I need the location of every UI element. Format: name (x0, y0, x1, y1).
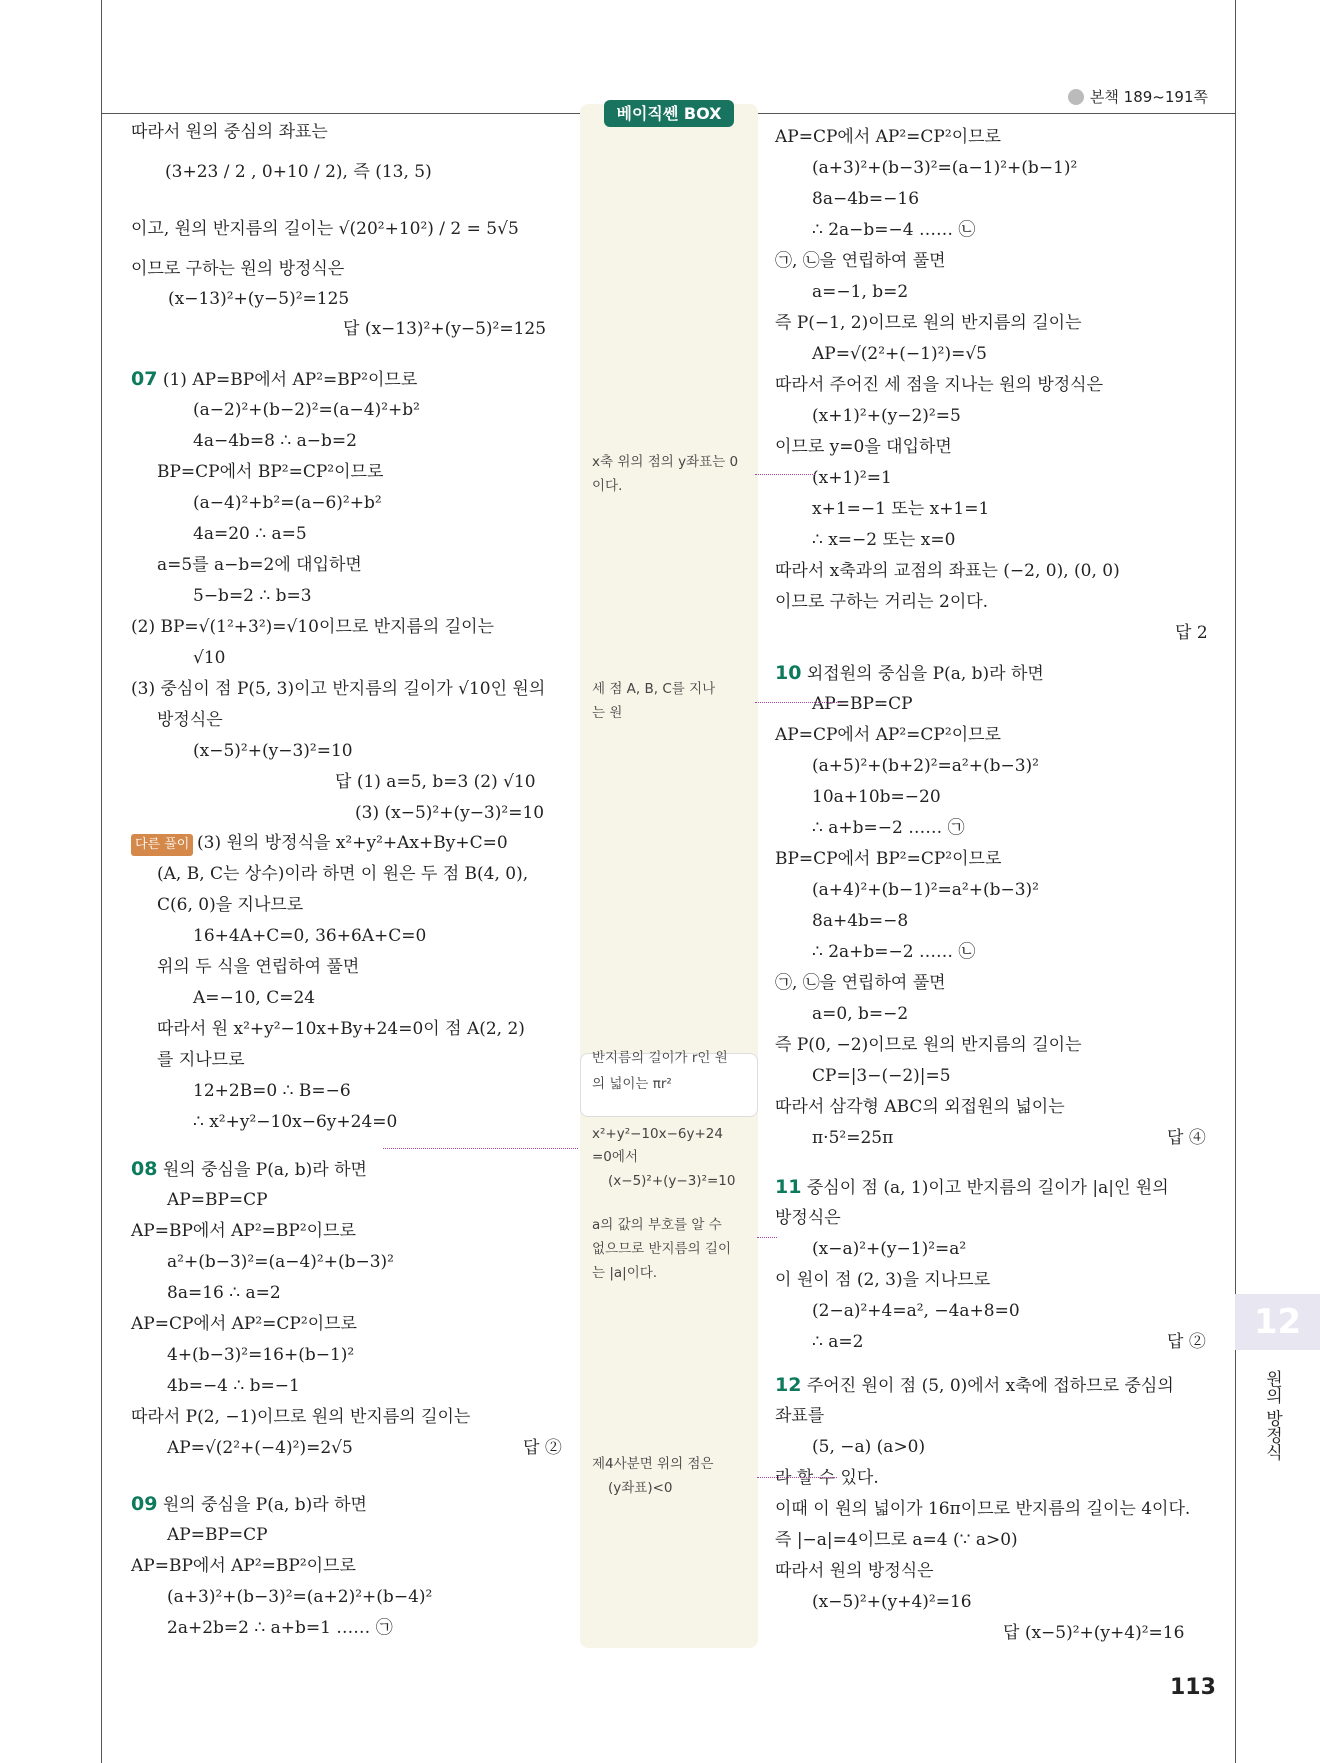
notes-line: 는 원 (592, 705, 623, 721)
right-line: 따라서 원의 방정식은 (775, 1561, 934, 1581)
notes-line: x²+y²−10x−6y+24 (592, 1126, 723, 1142)
notes-line: =0에서 (592, 1149, 638, 1165)
right-line: 따라서 삼각형 ABC의 외접원의 넓이는 (775, 1097, 1065, 1117)
problem-number: 12 (775, 1374, 802, 1396)
basic-box-column (580, 104, 758, 1648)
notes-line: 제4사분면 위의 점은 (592, 1456, 714, 1472)
left-line: 따라서 원의 중심의 좌표는 (131, 122, 328, 142)
left-line: √10 (193, 648, 226, 668)
right-line: 8a−4b=−16 (812, 189, 920, 209)
notes-line: 이다. (592, 478, 623, 494)
connector-line (757, 1237, 777, 1238)
problem-number: 08 (131, 1158, 158, 1180)
left-line: a²+(b−3)²=(a−4)²+(b−3)² (167, 1252, 395, 1272)
right-line: 라 할 수 있다. (775, 1468, 879, 1488)
right-line: 11 중심이 점 (a, 1)이고 반지름의 길이가 |a|인 원의 (775, 1176, 1169, 1198)
right-line: 8a+4b=−8 (812, 911, 909, 931)
right-line: BP=CP에서 BP²=CP²이므로 (775, 849, 1002, 869)
left-line: AP=CP에서 AP²=CP²이므로 (131, 1314, 357, 1334)
right-line: 답 ④ (1167, 1128, 1206, 1148)
book-reference (1068, 86, 1208, 107)
right-line: 답 ② (1167, 1332, 1206, 1352)
left-line: 답 (1) a=5, b=3 (2) √10 (335, 772, 536, 792)
left-line: 위의 두 식을 연립하여 풀면 (157, 957, 360, 977)
problem-number: 07 (131, 368, 158, 390)
connector-line (755, 702, 843, 703)
problem-number: 11 (775, 1176, 802, 1198)
left-line: 를 지나므로 (157, 1050, 245, 1070)
chapter-tab-number: 12 (1235, 1294, 1320, 1350)
left-line: 이고, 원의 반지름의 길이는 √(20²+10²) / 2 = 5√5 (131, 219, 519, 239)
right-line: ∴ a=2 (812, 1332, 864, 1352)
left-line: (2) BP=√(1²+3²)=√10이므로 반지름의 길이는 (131, 617, 494, 637)
left-line: (x−5)²+(y−3)²=10 (193, 741, 353, 761)
book-ref-text: 본책 189~191쪽 (1089, 88, 1208, 106)
left-line: 08 원의 중심을 P(a, b)라 하면 (131, 1158, 367, 1180)
right-line: 12 주어진 원이 점 (5, 0)에서 x축에 접하므로 중심의 (775, 1374, 1174, 1396)
right-line: ㉠, ㉡을 연립하여 풀면 (775, 251, 946, 271)
notes-line: 의 넓이는 πr² (592, 1076, 672, 1092)
right-line: (x+1)²+(y−2)²=5 (812, 406, 961, 426)
left-line: C(6, 0)을 지나므로 (157, 895, 304, 915)
left-line (131, 832, 193, 856)
right-line: (a+5)²+(b+2)²=a²+(b−3)² (812, 756, 1040, 776)
right-line: AP=CP에서 AP²=CP²이므로 (775, 127, 1001, 147)
right-line: (x−5)²+(y+4)²=16 (812, 1592, 972, 1612)
right-line: (a+3)²+(b−3)²=(a−1)²+(b−1)² (812, 158, 1078, 178)
left-line: (3) (x−5)²+(y−3)²=10 (355, 803, 545, 823)
right-line: ∴ 2a+b=−2 …… ㉡ (812, 942, 976, 962)
right-line: AP=BP=CP (812, 694, 913, 714)
left-line: AP=BP에서 AP²=BP²이므로 (131, 1556, 356, 1576)
left-line: BP=CP에서 BP²=CP²이므로 (157, 462, 384, 482)
page-number: 113 (1170, 1675, 1216, 1700)
left-line: (A, B, C는 상수)이라 하면 이 원은 두 점 B(4, 0), (157, 864, 529, 884)
problem-number: 10 (775, 662, 802, 684)
notes-line: (x−5)²+(y−3)²=10 (608, 1173, 736, 1189)
left-line: 07 (1) AP=BP에서 AP²=BP²이므로 (131, 368, 418, 390)
right-line: AP=CP에서 AP²=CP²이므로 (775, 725, 1001, 745)
problem-number: 09 (131, 1493, 158, 1515)
left-line: 따라서 원 x²+y²−10x+By+24=0이 점 A(2, 2) (157, 1019, 525, 1039)
left-line: (a−4)²+b²=(a−6)²+b² (193, 493, 382, 513)
left-line: 5−b=2 ∴ b=3 (193, 586, 312, 606)
left-line: 답 (x−13)²+(y−5)²=125 (343, 319, 547, 339)
right-line: (5, −a) (a>0) (812, 1437, 926, 1457)
left-line: 09 원의 중심을 P(a, b)라 하면 (131, 1493, 367, 1515)
right-line: (a+4)²+(b−1)²=a²+(b−3)² (812, 880, 1040, 900)
right-line: 즉 P(0, −2)이므로 원의 반지름의 길이는 (775, 1035, 1082, 1055)
right-line: 이므로 y=0을 대입하면 (775, 437, 952, 457)
right-line: ㉠, ㉡을 연립하여 풀면 (775, 973, 946, 993)
notes-line: x축 위의 점의 y좌표는 0 (592, 454, 739, 470)
right-line: ∴ x=−2 또는 x=0 (812, 530, 956, 550)
right-line: ∴ a+b=−2 …… ㉠ (812, 818, 965, 838)
right-line: 이므로 구하는 거리는 2이다. (775, 592, 989, 612)
left-line: 2a+2b=2 ∴ a+b=1 …… ㉠ (167, 1618, 393, 1638)
left-line: 답 ② (523, 1438, 562, 1458)
left-line: 4a−4b=8 ∴ a−b=2 (193, 431, 357, 451)
right-line: a=−1, b=2 (812, 282, 909, 302)
page-border-right (1235, 0, 1236, 1763)
page-border-left (101, 0, 102, 1763)
left-line: (x−13)²+(y−5)²=125 (168, 289, 350, 309)
left-line: 4b=−4 ∴ b=−1 (167, 1376, 300, 1396)
left-line: 4a=20 ∴ a=5 (193, 524, 307, 544)
right-line: 즉 P(−1, 2)이므로 원의 반지름의 길이는 (775, 313, 1082, 333)
right-line: 따라서 x축과의 교점의 좌표는 (−2, 0), (0, 0) (775, 561, 1120, 581)
right-line: 방정식은 (775, 1208, 841, 1228)
basic-box-badge: 베이직쎈 BOX (604, 100, 734, 127)
chapter-tab-title: 원의 방정식 (1262, 1370, 1282, 1461)
right-line: (2−a)²+4=a², −4a+8=0 (812, 1301, 1020, 1321)
right-line: 따라서 주어진 세 점을 지나는 원의 방정식은 (775, 375, 1104, 395)
left-line: AP=BP=CP (167, 1525, 268, 1545)
left-line: AP=BP=CP (167, 1190, 268, 1210)
right-line: 이때 이 원의 넓이가 16π이므로 반지름의 길이는 4이다. (775, 1499, 1191, 1519)
notes-line: (y좌표)<0 (608, 1480, 673, 1496)
connector-line (755, 474, 815, 475)
left-line: AP=BP에서 AP²=BP²이므로 (131, 1221, 356, 1241)
left-line: 이므로 구하는 원의 방정식은 (131, 259, 345, 279)
left-line: ∴ x²+y²−10x−6y+24=0 (193, 1112, 398, 1132)
left-line: a=5를 a−b=2에 대입하면 (157, 555, 362, 575)
book-ref-icon (1068, 89, 1084, 105)
right-line: CP=|3−(−2)|=5 (812, 1066, 951, 1086)
connector-line (383, 1148, 578, 1149)
right-line: a=0, b=−2 (812, 1004, 909, 1024)
right-line: 즉 |−a|=4이므로 a=4 (∵ a>0) (775, 1530, 1018, 1550)
alt-solution-tag: 다른 풀이 (131, 834, 193, 856)
right-line: (x−a)²+(y−1)²=a² (812, 1239, 967, 1259)
left-line: 4+(b−3)²=16+(b−1)² (167, 1345, 355, 1365)
left-line: 방정식은 (157, 710, 223, 730)
left-line: 따라서 P(2, −1)이므로 원의 반지름의 길이는 (131, 1407, 471, 1427)
left-line: (3) 원의 방정식을 x²+y²+Ax+By+C=0 (197, 833, 508, 853)
left-line: (a+3)²+(b−3)²=(a+2)²+(b−4)² (167, 1587, 433, 1607)
right-line: 좌표를 (775, 1406, 825, 1426)
right-line: π·5²=25π (812, 1128, 894, 1148)
left-line: 16+4A+C=0, 36+6A+C=0 (193, 926, 427, 946)
notes-line: 는 |a|이다. (592, 1265, 658, 1281)
right-line: (x+1)²=1 (812, 468, 892, 488)
left-line: AP=√(2²+(−4)²)=2√5 (167, 1438, 353, 1458)
notes-line: 반지름의 길이가 r인 원 (592, 1050, 728, 1066)
left-line: A=−10, C=24 (193, 988, 316, 1008)
connector-line (757, 1477, 837, 1478)
right-line: 10a+10b=−20 (812, 787, 941, 807)
left-line: (a−2)²+(b−2)²=(a−4)²+b² (193, 400, 421, 420)
notes-line: 세 점 A, B, C를 지나 (592, 681, 716, 697)
right-line: AP=√(2²+(−1)²)=√5 (812, 344, 987, 364)
left-line: (3) 중심이 점 P(5, 3)이고 반지름의 길이가 √10인 원의 (131, 679, 546, 699)
left-line: 8a=16 ∴ a=2 (167, 1283, 281, 1303)
right-line: ∴ 2a−b=−4 …… ㉡ (812, 220, 976, 240)
right-line: 답 2 (1175, 623, 1208, 643)
left-line: 12+2B=0 ∴ B=−6 (193, 1081, 351, 1101)
left-line: (3+23 / 2 , 0+10 / 2), 즉 (13, 5) (165, 162, 432, 182)
right-line: x+1=−1 또는 x+1=1 (812, 499, 990, 519)
right-line: 이 원이 점 (2, 3)을 지나므로 (775, 1270, 991, 1290)
notes-line: 없으므로 반지름의 길이 (592, 1241, 731, 1257)
notes-line: a의 값의 부호를 알 수 (592, 1217, 722, 1233)
right-line: 답 (x−5)²+(y+4)²=16 (1003, 1623, 1185, 1643)
right-line: 10 외접원의 중심을 P(a, b)라 하면 (775, 662, 1044, 684)
